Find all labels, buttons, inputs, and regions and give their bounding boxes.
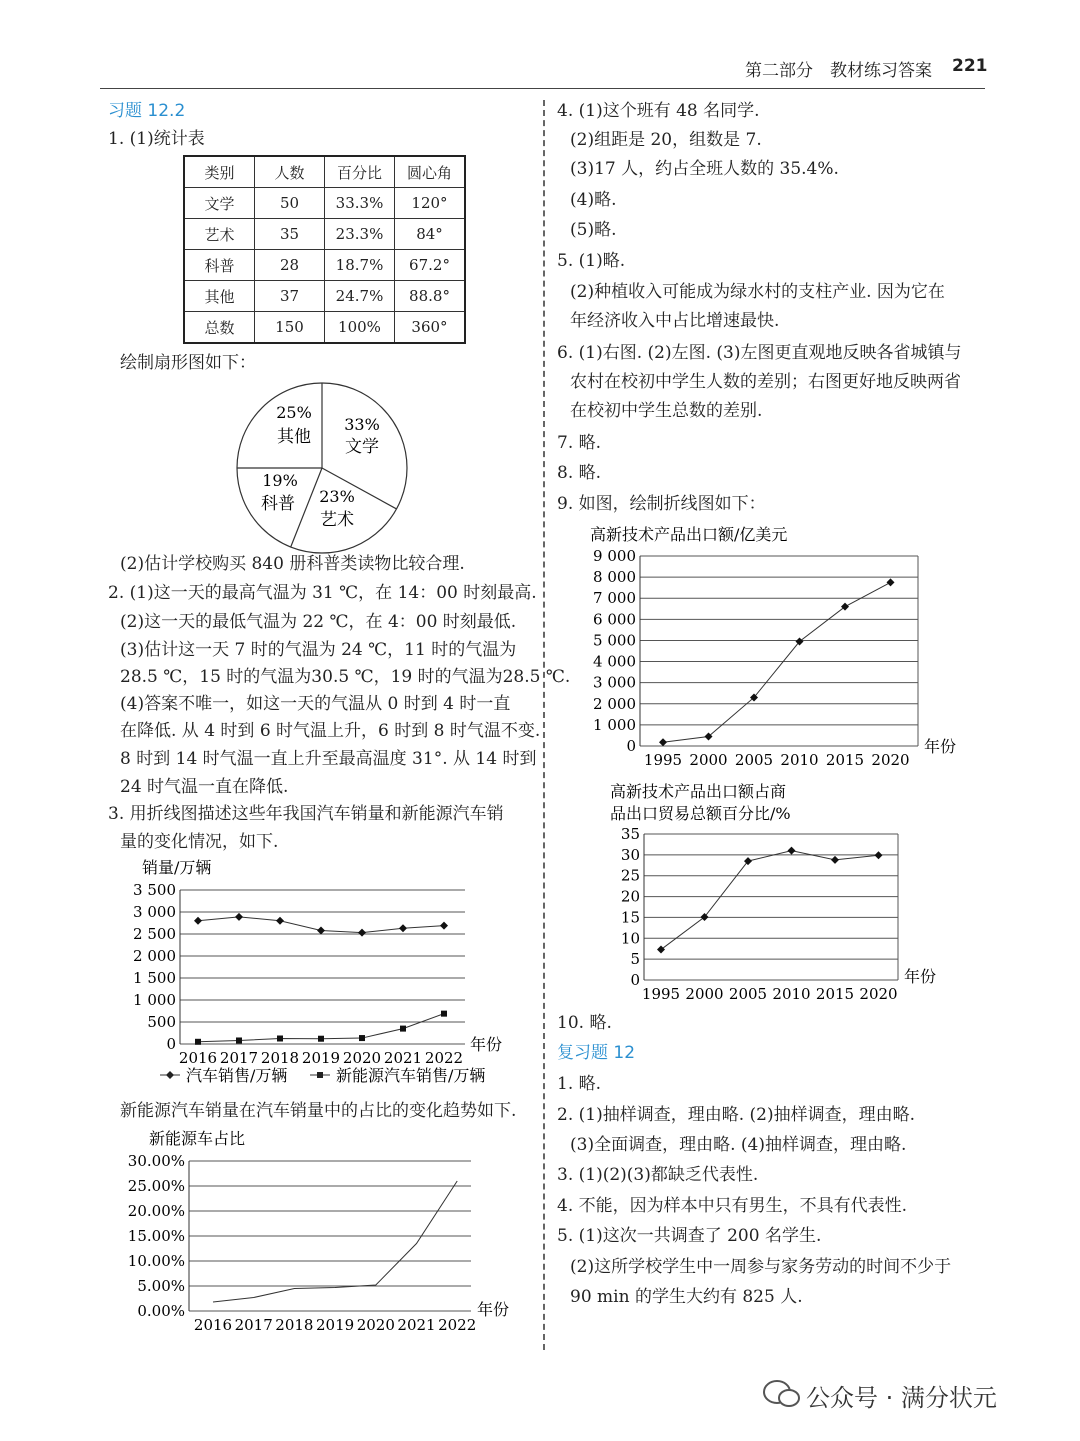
y-tick-label: 9 000 [593,547,636,565]
q9-text: 9. 如图，绘制折线图如下： [557,494,766,514]
data-point [400,1026,406,1032]
table-cell: 360° [395,312,466,344]
export-xlabel: 年份 [924,737,957,756]
x-tick-label: 2022 [424,1049,464,1067]
data-point [358,929,366,937]
legend-diamond-icon [166,1071,174,1079]
q2-part3-cont: 28.5 ℃，15 时的气温为30.5 ℃，19 时的气温为28.5 ℃. [120,667,571,687]
data-point [441,1011,447,1017]
table-cell: 100% [325,312,395,344]
q2-part4-cont: 24 时气温一直在降低. [120,777,289,797]
table-cell: 120° [395,188,466,219]
table-cell: 28 [255,250,325,281]
q2-part4-cont: 在降低. 从 4 时到 6 时气温上升，6 时到 8 时气温不变. [120,721,541,741]
table-cell: 总数 [184,312,255,344]
table-cell: 24.7% [325,281,395,312]
x-tick-label: 2005 [734,751,774,769]
q10-text: 10. 略. [557,1013,612,1033]
pie-label-name: 其他 [277,427,311,447]
table-cell: 84° [395,219,466,250]
data-point [277,1036,283,1042]
table-header-row [184,156,465,188]
data-point [194,917,202,925]
q4-part5: (5)略. [570,220,617,240]
y-tick-label: 0.00% [137,1302,185,1320]
table-cell: 50 [255,188,325,219]
pie-label-pct: 23% [319,487,355,506]
ratio-title: 新能源车占比 [149,1129,246,1148]
table-cell: 18.7% [325,250,395,281]
y-tick-label: 0 [630,971,640,989]
x-tick-label: 2005 [728,985,768,1003]
export-chart [570,520,980,770]
q5-part2-cont: 年经济收入中占比增速最快. [570,311,780,331]
q4-part3: (3)17 人，约占全班人数的 35.4%. [570,159,839,179]
q5-part2: (2)种植收入可能成为绿水村的支柱产业. 因为它在 [570,282,945,302]
pie-label-name: 科普 [261,494,295,514]
sales-xlabel: 年份 [470,1035,503,1054]
y-tick-label: 1 000 [593,715,636,734]
data-point [657,946,665,954]
legend-square-icon [317,1072,323,1078]
share-ylabel-line2: 品出口贸易总额百分比/% [610,804,791,823]
page-number: 221 [952,56,988,76]
y-tick-label: 3 000 [133,903,176,921]
y-tick-label: 10.00% [127,1252,185,1270]
y-tick-label: 1 000 [133,991,176,1009]
data-point [236,1037,242,1043]
legend-label-ev: 新能源汽车销售/万辆 [336,1066,486,1085]
data-point [440,922,448,930]
y-tick-label: 20.00% [127,1202,185,1220]
x-tick-label: 2018 [260,1049,300,1067]
y-tick-label: 5 000 [593,631,636,650]
series-line-0 [663,582,891,742]
y-tick-label: 15 [620,908,640,927]
y-tick-label: 2 500 [133,925,176,943]
series-line-0 [661,851,879,950]
x-tick-label: 2020 [871,751,910,769]
table-cell: 23.3% [325,219,395,250]
data-point [399,924,407,932]
q5-part1: 5. (1)略. [557,251,626,271]
q6-text: 6. (1)右图. (2)左图. (3)左图更直观地反映各省城镇与 [557,343,962,363]
data-point [659,738,667,746]
x-tick-label: 2000 [689,751,728,769]
data-point [875,851,883,859]
data-point [317,926,325,934]
stat-table [183,155,466,344]
x-tick-label: 2020 [356,1316,395,1334]
x-tick-label: 2020 [859,985,898,1003]
data-point [788,847,796,855]
y-tick-label: 25 [620,866,640,885]
table-cell: 33.3% [325,188,395,219]
pie-label-pct: 19% [262,471,298,490]
q8-text: 8. 略. [557,463,602,483]
q6-text-cont: 在校初中学生总数的差别. [570,401,763,421]
table-cell: 150 [255,312,325,344]
q1-part2: (2)估计学校购买 840 册科普类读物比较合理. [120,554,465,574]
x-tick-label: 2015 [815,985,855,1003]
y-tick-label: 20 [620,887,640,906]
x-tick-label: 2018 [275,1316,314,1334]
y-tick-label: 30 [620,845,640,864]
sales-legend [160,1066,485,1085]
q4-part4: (4)略. [570,190,617,210]
pie-chart [230,378,420,556]
y-tick-label: 2 000 [593,694,636,713]
table-header-cell: 类别 [184,156,255,188]
q2-part4: (4)答案不唯一，如这一天的气温从 0 时到 4 时一直 [120,694,511,714]
pie-label-name: 文学 [345,437,379,457]
ratio-chart [115,1125,535,1340]
q2-part1: 2. (1)这一天的最高气温为 31 ℃，在 14：00 时刻最高. [108,583,537,603]
x-tick-label: 2010 [772,985,811,1003]
q2-part4-cont: 8 时到 14 时气温一直上升至最高温度 31°. 从 14 时到 [120,749,537,769]
share-chart [600,778,980,1008]
table-row [184,188,465,219]
table-header-cell: 人数 [255,156,325,188]
review-q2-cont: (3)全面调查，理由略. (4)抽样调查，理由略. [570,1135,907,1155]
table-cell: 其他 [184,281,255,312]
legend-label-cars: 汽车销售/万辆 [186,1066,288,1085]
y-tick-label: 3 000 [593,673,636,692]
header-rule [100,88,985,89]
data-point [235,913,243,921]
x-tick-label: 2021 [397,1316,436,1334]
column-divider [543,100,545,1350]
x-tick-label: 2022 [438,1316,477,1334]
y-tick-label: 35 [620,825,640,843]
export-ylabel: 高新技术产品出口额/亿美元 [590,525,788,544]
x-tick-label: 2017 [219,1049,259,1067]
q4-part1: 4. (1)这个班有 48 名同学. [557,101,760,121]
y-tick-label: 6 000 [593,610,636,629]
table-row [184,250,465,281]
review-q5: 5. (1)这次一共调查了 200 名学生. [557,1226,822,1246]
table-cell: 35 [255,219,325,250]
x-tick-label: 2017 [234,1316,273,1334]
ratio-xlabel: 年份 [477,1300,510,1319]
watermark-text: 公众号 · 满分状元 [806,1384,997,1412]
review-q4: 4. 不能，因为样本中只有男生，不具有代表性. [557,1196,908,1216]
y-tick-label: 0 [166,1035,176,1053]
data-point [195,1039,201,1045]
q3-text: 3. 用折线图描述这些年我国汽车销量和新能源汽车销 [108,804,504,824]
review-q5-part2-cont: 90 min 的学生大约有 825 人. [570,1287,803,1307]
x-tick-label: 1995 [641,985,681,1003]
y-tick-label: 25.00% [127,1177,185,1195]
pie-label-name: 艺术 [320,510,354,530]
q7-text: 7. 略. [557,433,602,453]
y-tick-label: 0 [626,737,636,755]
table-row [184,281,465,312]
x-tick-label: 2010 [780,751,819,769]
data-point [841,603,849,611]
y-tick-label: 15.00% [127,1227,185,1245]
q1-part1: 1. (1)统计表 [108,129,205,149]
share-ylabel-line1: 高新技术产品出口额占商 [610,782,787,801]
y-tick-label: 3 500 [133,881,176,899]
sales-ylabel: 销量/万辆 [142,858,212,877]
pie-intro: 绘制扇形图如下： [120,353,256,373]
table-cell: 科普 [184,250,255,281]
data-point [276,917,284,925]
q6-text-cont: 农村在校初中学生人数的差别；右图更好地反映两省 [570,372,961,392]
table-row [184,219,465,250]
data-point [318,1036,324,1042]
x-tick-label: 2020 [342,1049,382,1067]
table-row [184,312,465,344]
q2-part3: (3)估计这一天 7 时的气温为 24 ℃，11 时的气温为 [120,640,517,660]
table-cell: 文学 [184,188,255,219]
pie-label-pct: 25% [276,403,312,422]
table-cell: 67.2° [395,250,466,281]
y-tick-label: 7 000 [593,589,636,608]
pie-label-pct: 33% [344,415,380,434]
section-title-exercise: 习题 12.2 [108,101,186,121]
x-tick-label: 2016 [193,1316,233,1334]
section-title-review: 复习题 12 [557,1043,636,1063]
y-tick-label: 5 [630,950,640,969]
table-header-cell: 圆心角 [395,156,466,188]
y-tick-label: 10 [620,929,640,948]
y-tick-label: 1 500 [133,969,176,987]
wechat-icon [762,1378,802,1410]
data-point [831,856,839,864]
table-cell: 88.8° [395,281,466,312]
ratio-intro: 新能源汽车销量在汽车销量中的占比的变化趋势如下. [120,1101,517,1121]
x-tick-label: 2019 [316,1316,355,1334]
header-section: 第二部分 教材练习答案 [745,61,932,81]
y-tick-label: 4 000 [593,652,636,671]
share-xlabel: 年份 [904,967,937,986]
series-line-0 [213,1181,457,1302]
y-tick-label: 2 000 [133,947,176,965]
q3-text-cont: 量的变化情况，如下. [120,832,279,852]
table-header-cell: 百分比 [325,156,395,188]
x-tick-label: 2021 [383,1049,423,1067]
x-tick-label: 1995 [643,751,683,769]
x-tick-label: 2015 [825,751,865,769]
review-q2: 2. (1)抽样调查，理由略. (2)抽样调查，理由略. [557,1105,915,1125]
table-cell: 37 [255,281,325,312]
review-q3: 3. (1)(2)(3)都缺乏代表性. [557,1165,759,1185]
data-point [887,578,895,586]
review-q1: 1. 略. [557,1074,602,1094]
table-cell: 艺术 [184,219,255,250]
x-tick-label: 2000 [685,985,724,1003]
y-tick-label: 5.00% [137,1277,185,1295]
q4-part2: (2)组距是 20，组数是 7. [570,130,762,150]
y-tick-label: 8 000 [593,568,636,587]
y-tick-label: 500 [147,1013,176,1031]
review-q5-part2: (2)这所学校学生中一周参与家务劳动的时间不少于 [570,1257,952,1277]
x-tick-label: 2019 [301,1049,341,1067]
sales-chart [110,852,530,1097]
data-point [359,1035,365,1041]
x-tick-label: 2016 [178,1049,218,1067]
q2-part2: (2)这一天的最低气温为 22 ℃，在 4：00 时刻最低. [120,612,517,632]
y-tick-label: 30.00% [127,1152,185,1170]
